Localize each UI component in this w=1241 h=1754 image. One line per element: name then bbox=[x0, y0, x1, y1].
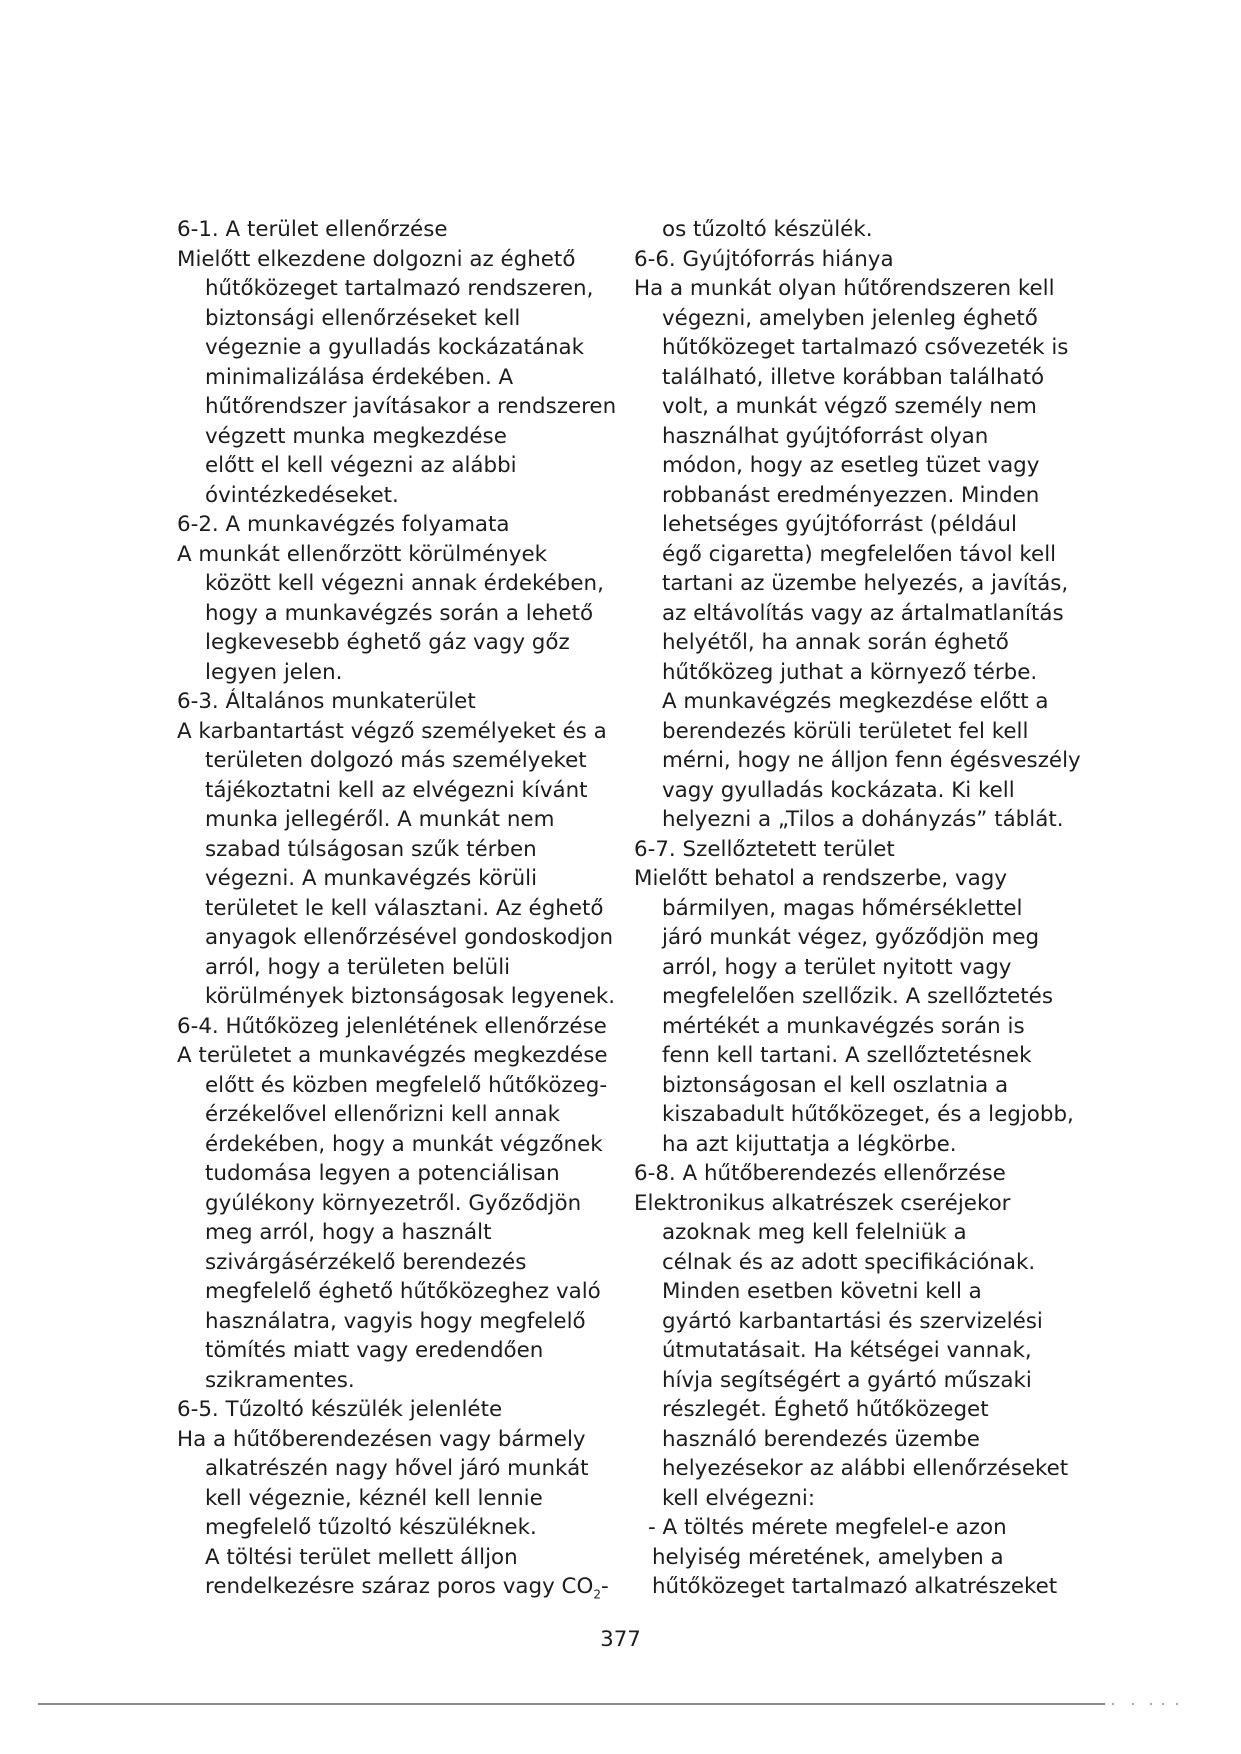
paragraph-line: járó munkát végez, győződjön meg bbox=[662, 925, 1040, 950]
paragraph-line: gyúlékony környezetről. Győződjön bbox=[205, 1190, 582, 1216]
paragraph-line: meg arról, hogy a használt bbox=[205, 1220, 492, 1245]
paragraph-line: Mielőtt behatol a rendszerbe, vagy bbox=[634, 866, 1007, 891]
hyphen: - bbox=[600, 1574, 609, 1599]
paragraph-line: berendezés körüli területet fel kell bbox=[662, 718, 1029, 744]
paragraph-line: hűtőközeget tartalmazó rendszeren, bbox=[205, 276, 594, 301]
paragraph-line: lehetséges gyújtóforrást (például bbox=[662, 512, 1017, 537]
paragraph-line: szikramentes. bbox=[205, 1367, 355, 1393]
paragraph-line: található, illetve korábban található bbox=[662, 364, 1045, 390]
paragraph-line: os tűzoltó készülék. bbox=[662, 217, 873, 242]
paragraph-line: szabad túlságosan szűk térben bbox=[205, 836, 537, 862]
section-heading-6-8: 6-8. A hűtőberendezés ellenőrzése bbox=[634, 1161, 1006, 1186]
list-item: - A töltés mérete megfelel-e azon bbox=[648, 1515, 1007, 1540]
paragraph-line: helyezni a „Tilos a dohányzás” táblát. bbox=[662, 807, 1064, 832]
right-column bbox=[634, 215, 1081, 1602]
paragraph-line: legyen jelen. bbox=[205, 659, 343, 685]
paragraph-line: körülmények biztonságosak legyenek. bbox=[205, 984, 616, 1009]
paragraph-line: érzékelővel ellenőrizni kell annak bbox=[205, 1102, 561, 1127]
paragraph-line: bármilyen, magas hőmérséklettel bbox=[662, 895, 1023, 921]
paragraph-line: A munkavégzés megkezdése előtt a bbox=[662, 689, 1049, 714]
paragraph-line: megfelelően szellőzik. A szellőztetés bbox=[662, 984, 1053, 1009]
paragraph-line: biztonságosan el kell oszlatnia a bbox=[662, 1072, 1009, 1098]
paragraph-line: minimalizálása érdekében. A bbox=[205, 364, 514, 390]
list-item-continuation: helyiség méretének, amelyben a bbox=[652, 1544, 1004, 1570]
co2-text: rendelkezésre száraz poros vagy CO bbox=[205, 1574, 594, 1599]
paragraph-line: megfelelő tűzoltó készüléknek. bbox=[205, 1515, 537, 1540]
paragraph-line: végeznie a gyulladás kockázatának bbox=[205, 335, 585, 360]
paragraph-line: A karbantartást végző személyeket és a bbox=[177, 718, 607, 744]
paragraph-line: égő cigaretta) megfelelően távol kell bbox=[662, 541, 1057, 567]
section-heading-6-1: 6-1. A terület ellenőrzése bbox=[177, 217, 448, 242]
paragraph-line: végezni, amelyben jelenleg éghető bbox=[662, 305, 1038, 331]
paragraph-line: gyártó karbantartási és szervizelési bbox=[662, 1308, 1043, 1334]
rule-dots bbox=[1105, 1701, 1205, 1707]
paragraph-line: Elektronikus alkatrészek cseréjekor bbox=[634, 1190, 1011, 1216]
section-heading-6-7: 6-7. Szellőztetett terület bbox=[634, 836, 895, 862]
paragraph-line-co2 bbox=[177, 1572, 627, 1602]
paragraph-line: alkatrészén nagy hővel járó munkát bbox=[205, 1456, 589, 1481]
paragraph-line: hogy a munkavégzés során a lehető bbox=[205, 600, 594, 626]
list-item-continuation: hűtőközeget tartalmazó alkatrészeket bbox=[652, 1574, 1058, 1599]
bottom-rule bbox=[38, 1703, 1105, 1705]
paragraph-line: biztonsági ellenőrzéseket kell bbox=[205, 305, 521, 331]
paragraph-line: helyétől, ha annak során éghető bbox=[662, 630, 1009, 655]
paragraph-line: megfelelő éghető hűtőközeghez való bbox=[205, 1279, 601, 1304]
paragraph-line: mértékét a munkavégzés során is bbox=[662, 1013, 1025, 1039]
paragraph-line: helyezésekor az alábbi ellenőrzéseket bbox=[662, 1456, 1069, 1481]
paragraph-line: kell végeznie, kéznél kell lennie bbox=[205, 1485, 543, 1511]
paragraph-line: előtt el kell végezni az alábbi bbox=[205, 453, 517, 478]
paragraph-line: használhat gyújtóforrást olyan bbox=[662, 423, 989, 449]
section-heading-6-5: 6-5. Tűzoltó készülék jelenléte bbox=[177, 1397, 503, 1422]
paragraph-line: legkevesebb éghető gáz vagy gőz bbox=[205, 630, 570, 655]
paragraph-line: tartani az üzembe helyezés, a javítás, bbox=[662, 571, 1069, 596]
paragraph-line: között kell végezni annak érdekében, bbox=[205, 571, 604, 596]
paragraph-line: fenn kell tartani. A szellőztetésnek bbox=[662, 1043, 1032, 1068]
paragraph-line: részlegét. Éghető hűtőközeget bbox=[662, 1397, 989, 1422]
paragraph-line: tájékoztatni kell az elvégezni kívánt bbox=[205, 777, 588, 803]
paragraph-line: használatra, vagyis hogy megfelelő bbox=[205, 1308, 586, 1334]
page-number: 377 bbox=[600, 1627, 641, 1652]
paragraph-line: volt, a munkát végző személy nem bbox=[662, 394, 1037, 419]
paragraph-line: hűtőközeg juthat a környező térbe. bbox=[662, 659, 1038, 685]
paragraph-line: azoknak meg kell felelniük a bbox=[662, 1220, 967, 1245]
paragraph-line: arról, hogy a terület nyitott vagy bbox=[662, 954, 1012, 980]
section-heading-6-2: 6-2. A munkavégzés folyamata bbox=[177, 512, 510, 537]
paragraph-line: A területet a munkavégzés megkezdése bbox=[177, 1043, 608, 1068]
paragraph-line: Ha a munkát olyan hűtőrendszeren kell bbox=[634, 276, 1055, 301]
paragraph-line: munka jellegéről. A munkát nem bbox=[205, 807, 555, 832]
paragraph-line: A munkát ellenőrzött körülmények bbox=[177, 541, 547, 567]
paragraph-line: területen dolgozó más személyeket bbox=[205, 748, 587, 773]
paragraph-line: útmutatásait. Ha kétségei vannak, bbox=[662, 1338, 1032, 1363]
paragraph-line: tudomása legyen a potenciálisan bbox=[205, 1161, 560, 1186]
paragraph-line: anyagok ellenőrzésével gondoskodjon bbox=[205, 925, 614, 950]
paragraph-line: végzett munka megkezdése bbox=[205, 423, 507, 449]
paragraph-line: ha azt kijuttatja a légkörbe. bbox=[662, 1131, 957, 1157]
paragraph-line: az eltávolítás vagy az ártalmatlanítás bbox=[662, 600, 1064, 626]
paragraph-line: területet le kell választani. Az éghető bbox=[205, 895, 604, 921]
paragraph-line: hűtőrendszer javításakor a rendszeren bbox=[205, 394, 617, 419]
paragraph-line: Mielőtt elkezdene dolgozni az éghető bbox=[177, 246, 576, 272]
co2-subscript: 2 bbox=[593, 1587, 601, 1602]
paragraph-line: célnak és az adott specifikációnak. bbox=[662, 1249, 1036, 1275]
paragraph-line: A töltési terület mellett álljon bbox=[205, 1544, 518, 1570]
paragraph-line: arról, hogy a területen belüli bbox=[205, 954, 511, 980]
paragraph-line: módon, hogy az esetleg tüzet vagy bbox=[662, 453, 1040, 478]
paragraph-line: szivárgásérzékelő berendezés bbox=[205, 1249, 527, 1275]
paragraph-line: kiszabadult hűtőközeget, és a legjobb, bbox=[662, 1102, 1074, 1127]
paragraph-line: Ha a hűtőberendezésen vagy bármely bbox=[177, 1426, 586, 1452]
paragraph-line: Minden esetben követni kell a bbox=[662, 1279, 982, 1304]
paragraph-line: mérni, hogy ne álljon fenn égésveszély bbox=[662, 748, 1081, 773]
paragraph-line: robbanást eredményezzen. Minden bbox=[662, 482, 1040, 508]
paragraph-line: vagy gyulladás kockázata. Ki kell bbox=[662, 777, 1015, 803]
paragraph-line: előtt és közben megfelelő hűtőközeg- bbox=[205, 1072, 608, 1098]
paragraph-line: kell elvégezni: bbox=[662, 1485, 816, 1511]
paragraph-line: használó berendezés üzembe bbox=[662, 1426, 980, 1452]
left-column bbox=[177, 215, 627, 1602]
paragraph-line: hűtőközeget tartalmazó csővezeték is bbox=[662, 335, 1069, 360]
paragraph-line: óvintézkedéseket. bbox=[205, 482, 399, 508]
section-heading-6-4: 6-4. Hűtőközeg jelenlétének ellenőrzése bbox=[177, 1013, 607, 1039]
paragraph-line: tömítés miatt vagy eredendően bbox=[205, 1338, 544, 1363]
section-heading-6-6: 6-6. Gyújtóforrás hiánya bbox=[634, 246, 894, 272]
section-heading-6-3: 6-3. Általános munkaterület bbox=[177, 689, 476, 714]
paragraph-line: végezni. A munkavégzés körüli bbox=[205, 866, 538, 891]
paragraph-line: érdekében, hogy a munkát végzőnek bbox=[205, 1131, 603, 1157]
paragraph-line: hívja segítségért a gyártó műszaki bbox=[662, 1367, 1032, 1393]
